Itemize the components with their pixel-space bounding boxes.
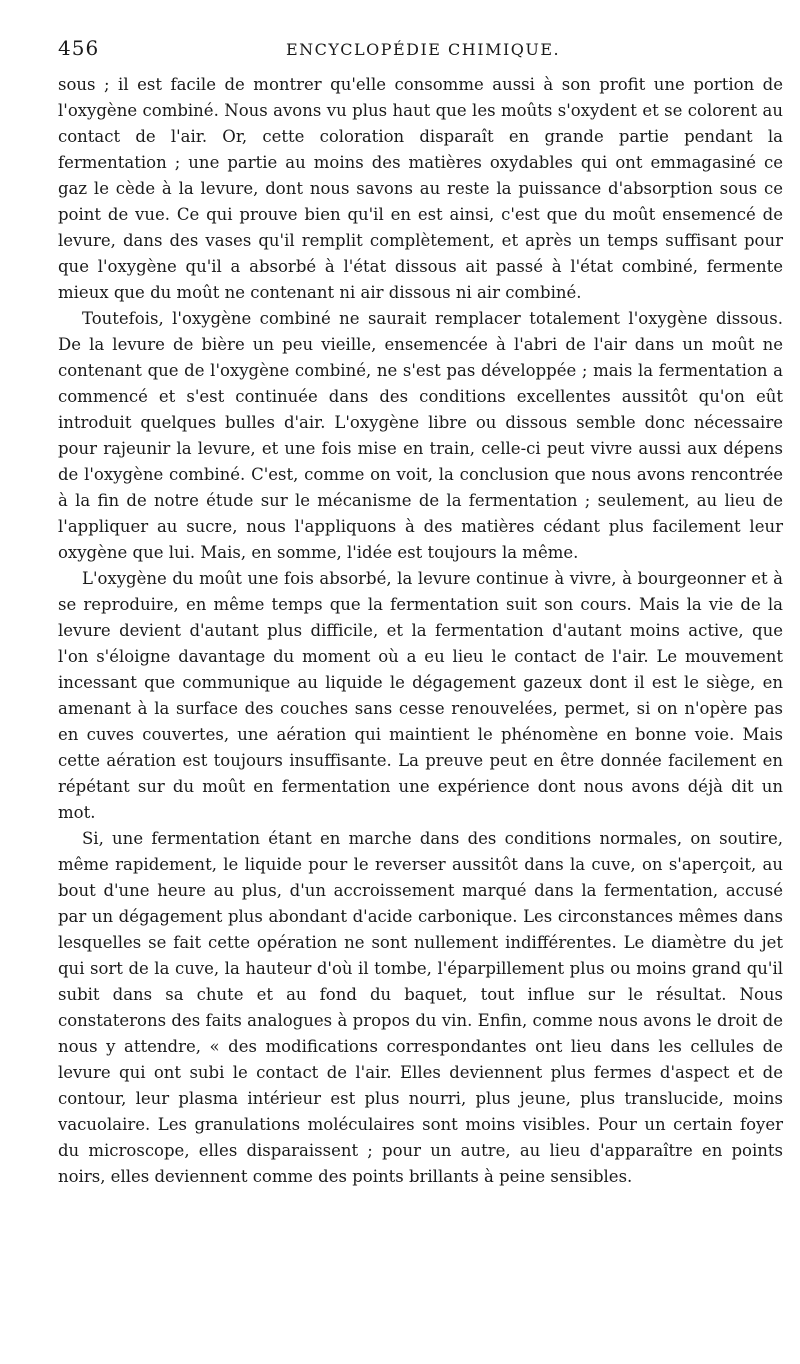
- paragraph-3: L'oxygène du moût une fois absorbé, la levure continue à vivre, à bourgeonner et à se reproduire, en même temps que la fermentation suit son cours. Mais la vie de la levure devient d'autant plus difficile, et la fermentation d'autant moins active, que l'on s'éloigne davantage du moment où a eu lieu le contact de l'air. Le mouvement incessant que communique au liquide le dégagement gazeux dont il est le siège, en amenant à la surface des couches sans cesse renouvelées, permet, si on n'opère pas en cuves couvertes, une aération qui maintient le phénomène en bonne voie. Mais cette aération est toujours insuffisante. La preuve peut en être donnée facilement en répétant sur du moût en fermentation une expérience dont nous avons déjà dit un mot.: [58, 569, 783, 822]
- paragraph-1: sous ; il est facile de montrer qu'elle consomme aussi à son profit une portion de l'oxygène combiné. Nous avons vu plus haut que les moûts s'oxydent et se colorent au contact de l'air. Or, cette coloration disparaît en grande partie pendant la fermentation ; une partie au moins des matières oxydables qui ont emmagasiné ce gaz le cède à la levure, dont nous savons au reste la puissance d'absorption sous ce point de vue. Ce qui prouve bien qu'il en est ainsi, c'est que du moût ensemencé de levure, dans des vases qu'il remplit complètement, et après un temps suffisant pour que l'oxygène qu'il a absorbé à l'état dissous ait passé à l'état combiné, fermente mieux que du moût ne contenant ni air dissous ni air combiné.: [58, 75, 783, 302]
- page-header: [58, 36, 760, 64]
- paragraph-4: Si, une fermentation étant en marche dans des conditions normales, on soutire, même rapidement, le liquide pour le reverser aussitôt dans la cuve, on s'aperçoit, au bout d'une heure au plus, d'un accroissement marqué dans la fermentation, accusé par un dégagement plus abondant d'acide carbonique. Les circonstances mêmes dans lesquelles se fait cette opération ne sont nullement indifférentes. Le diamètre du jet qui sort de la cuve, la hauteur d'où il tombe, l'éparpillement plus ou moins grand qu'il subit dans sa chute et au fond du baquet, tout influe sur le résultat. Nous constaterons des faits analogues à propos du vin. Enfin, comme nous avons le droit de nous y attendre, « des modifications correspondantes ont lieu dans les cellules de levure qui ont subi le contact de l'air. Elles deviennent plus fermes d'aspect et de contour, leur plasma intérieur est plus nourri, plus jeune, plus translucide, moins vacuolaire. Les granulations moléculaires sont moins visibles. Pour un certain foyer du microscope, elles disparaissent ; pour un autre, au lieu d'apparaître en points noirs, elles deviennent comme des points brillants à peine sensibles.: [58, 829, 783, 1186]
- page-number: 456: [58, 36, 100, 60]
- body-text: [58, 72, 783, 1190]
- paragraph-2: Toutefois, l'oxygène combiné ne saurait remplacer totalement l'oxygène dissous. De la levure de bière un peu vieille, ensemencée à l'abri de l'air dans un moût ne contenant que de l'oxygène combiné, ne s'est pas développée ; mais la fermentation a commencé et s'est continuée dans des conditions excellentes aussitôt qu'on eût introduit quelques bulles d'air. L'oxygène libre ou dissous semble donc nécessaire pour rajeunir la levure, et une fois mise en train, celle-ci peut vivre aussi aux dépens de l'oxygène combiné. C'est, comme on voit, la conclusion que nous avons rencontrée à la fin de notre étude sur le mécanisme de la fermentation ; seulement, au lieu de l'appliquer au sucre, nous l'appliquons à des matières cédant plus facilement leur oxygène que lui. Mais, en somme, l'idée est toujours la même.: [58, 309, 783, 562]
- running-title: ENCYCLOPÉDIE CHIMIQUE.: [286, 40, 561, 59]
